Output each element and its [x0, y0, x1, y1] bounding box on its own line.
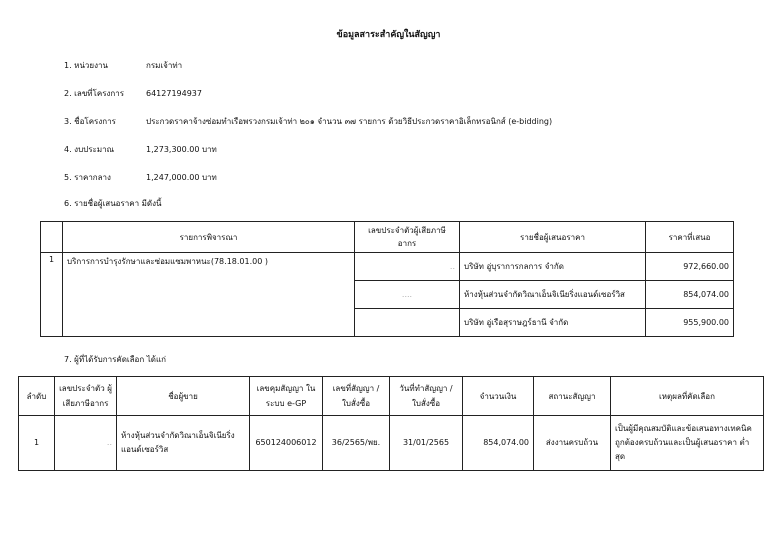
selection-reason-cell: เป็นผู้มีคุณสมบัติและข้อเสนอทางเทคนิคถูกต้องครบถ้วนและเป็นผู้เสนอราคา ต่ำสุด: [611, 416, 764, 471]
field-label: 3. ชื่อโครงการ: [64, 117, 116, 126]
contract-date-cell: 31/01/2565: [390, 416, 463, 471]
tax-id-cell: ....: [355, 281, 460, 309]
field-project-number: [64, 87, 202, 100]
table-header-row: [41, 222, 734, 253]
field-value: 1,247,000.00 บาท: [146, 173, 217, 182]
table-header-blank: [41, 222, 63, 253]
table-header: เลขประจำตัว ผู้เสียภาษีอากร: [55, 377, 117, 416]
field-agency: [64, 59, 182, 72]
table-header: รายชื่อผู้เสนอราคา: [460, 222, 646, 253]
tax-id-cell: ..: [55, 416, 117, 471]
table-header: สถานะสัญญา: [534, 377, 611, 416]
field-label: 1. หน่วยงาน: [64, 61, 108, 70]
tax-id-cell: ..: [355, 253, 460, 281]
vendor-name-cell: ห้างหุ้นส่วนจำกัดวิณาเอ็นจิเนียริ่งแอนด์เซอร์วิส: [117, 416, 250, 471]
field-label: 5. ราคากลาง: [64, 173, 111, 182]
row-number: 1: [19, 416, 55, 471]
table-header: ราคาที่เสนอ: [646, 222, 734, 253]
item-number: 1: [41, 253, 63, 337]
field-label: 4. งบประมาณ: [64, 145, 115, 154]
table-header: วันที่ทำสัญญา / ใบสั่งซื้อ: [390, 377, 463, 416]
field-project-name: [64, 115, 552, 128]
item-description: บริการการบำรุงรักษาและซ่อมแซมพาหนะ(78.18.01.00 ): [63, 253, 355, 337]
table-header: รายการพิจารณา: [63, 222, 355, 253]
table-header: เลขที่สัญญา / ใบสั่งซื้อ: [323, 377, 390, 416]
field-value: กรมเจ้าท่า: [146, 61, 183, 70]
field-value: ประกวดราคาจ้างซ่อมทำเรือพรวงกรมเจ้าท่า ๒๐๑ จำนวน ๓๗ รายการ ด้วยวิธีประกวดราคาอิเล็กทรอนิกส์ (e-bidding): [146, 117, 553, 126]
amount-cell: 854,074.00: [463, 416, 534, 471]
tax-id-cell: [355, 309, 460, 337]
table-header: เหตุผลที่คัดเลือก: [611, 377, 764, 416]
field-value: 64127194937: [146, 89, 202, 98]
field-reference-price: [64, 171, 217, 184]
table-row: [41, 253, 734, 281]
bidder-name-cell: บริษัท อู่เรือสุราษฎร์ธานี จำกัด: [460, 309, 646, 337]
table-header: เลขคุมสัญญา ในระบบ e-GP: [250, 377, 323, 416]
winner-table: [18, 376, 764, 471]
bidders-table: [40, 221, 734, 337]
bidder-name-cell: ห้างหุ้นส่วนจำกัดวิณาเอ็นจิเนียริ่งแอนด์เซอร์วิส: [460, 281, 646, 309]
bidder-name-cell: บริษัท อู่บุราการกลการ จำกัด: [460, 253, 646, 281]
section6-heading: 6. รายชื่อผู้เสนอราคา มีดังนี้: [64, 199, 162, 208]
contract-status-cell: ส่งงานครบถ้วน: [534, 416, 611, 471]
field-budget: [64, 143, 217, 156]
page-title: ข้อมูลสาระสำคัญในสัญญา: [336, 30, 441, 40]
table-header: ลำดับ: [19, 377, 55, 416]
field-label: 2. เลขที่โครงการ: [64, 89, 125, 98]
table-header: เลขประจำตัวผู้เสียภาษีอากร: [355, 222, 460, 253]
contract-number-cell: 36/2565/พย.: [323, 416, 390, 471]
table-header: ชื่อผู้ขาย: [117, 377, 250, 416]
table-header-row: [19, 377, 764, 416]
bid-price-cell: 972,660.00: [646, 253, 734, 281]
field-value: 1,273,300.00 บาท: [146, 145, 217, 154]
bid-price-cell: 955,900.00: [646, 309, 734, 337]
bid-price-cell: 854,074.00: [646, 281, 734, 309]
egp-number-cell: 650124006012: [250, 416, 323, 471]
section7-heading: 7. ผู้ที่ได้รับการคัดเลือก ได้แก่: [64, 355, 166, 364]
table-row: [19, 416, 764, 471]
table-header: จำนวนเงิน: [463, 377, 534, 416]
